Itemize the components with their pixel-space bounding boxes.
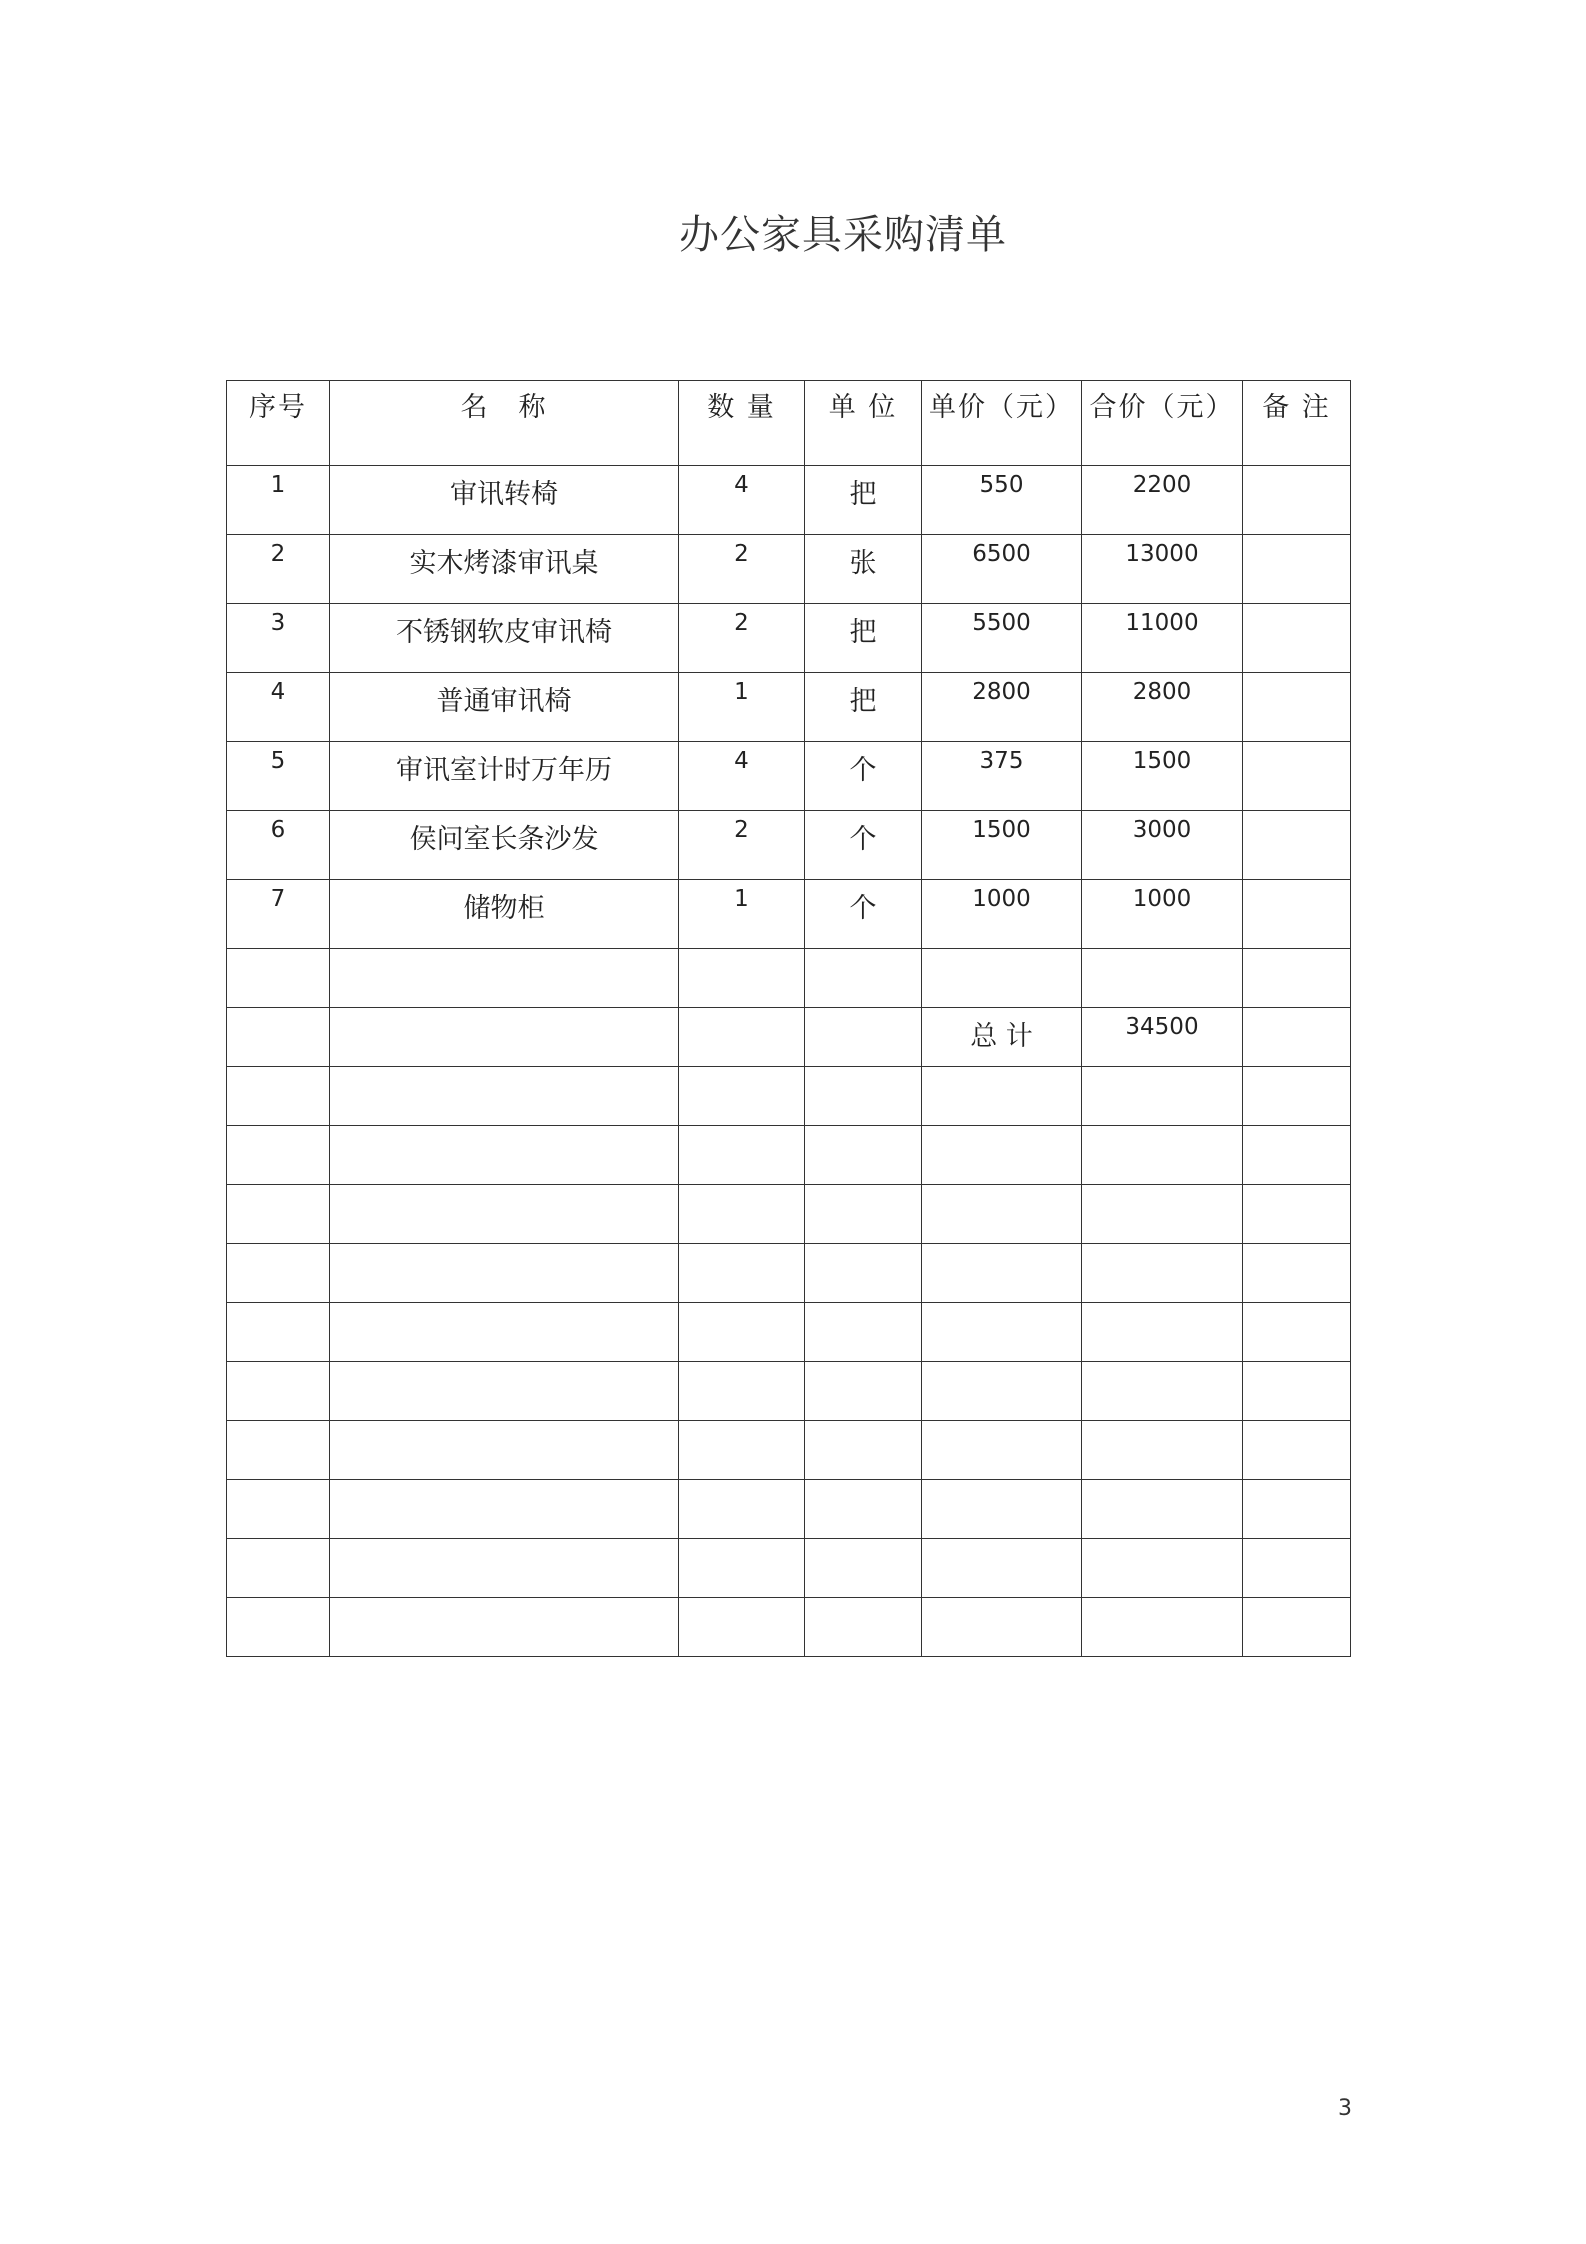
cell-index: 2 <box>227 535 330 604</box>
cell-quantity: 1 <box>679 673 805 742</box>
empty-row <box>227 1421 1351 1480</box>
empty-row <box>227 1362 1351 1421</box>
cell-total-price: 2200 <box>1082 466 1243 535</box>
header-quantity: 数 量 <box>679 381 805 466</box>
cell-unit: 张 <box>805 535 922 604</box>
empty-row <box>227 1126 1351 1185</box>
table-header-row <box>227 381 1351 466</box>
cell-note <box>1243 466 1351 535</box>
cell-unit: 个 <box>805 880 922 949</box>
empty-row <box>227 1598 1351 1657</box>
table-row <box>227 535 1351 604</box>
cell-unit-price: 550 <box>922 466 1082 535</box>
cell-index: 7 <box>227 880 330 949</box>
header-index: 序号 <box>227 381 330 466</box>
cell-total-price: 13000 <box>1082 535 1243 604</box>
cell-quantity: 2 <box>679 604 805 673</box>
header-note: 备 注 <box>1243 381 1351 466</box>
cell-unit: 把 <box>805 604 922 673</box>
cell-unit: 个 <box>805 742 922 811</box>
cell-unit-price: 2800 <box>922 673 1082 742</box>
cell-unit-price: 5500 <box>922 604 1082 673</box>
empty-row <box>227 1185 1351 1244</box>
total-value: 34500 <box>1082 1008 1243 1067</box>
cell-name: 侯问室长条沙发 <box>330 811 679 880</box>
cell-unit-price: 1500 <box>922 811 1082 880</box>
cell-name: 储物柜 <box>330 880 679 949</box>
cell-note <box>1243 880 1351 949</box>
cell-note <box>1243 742 1351 811</box>
empty-row <box>227 1480 1351 1539</box>
cell-index: 4 <box>227 673 330 742</box>
cell-name: 普通审讯椅 <box>330 673 679 742</box>
cell-name: 审讯室计时万年历 <box>330 742 679 811</box>
cell-total-price: 1000 <box>1082 880 1243 949</box>
empty-row <box>227 949 1351 1008</box>
cell-total-price: 1500 <box>1082 742 1243 811</box>
cell-quantity: 2 <box>679 811 805 880</box>
cell-index: 3 <box>227 604 330 673</box>
cell-unit: 个 <box>805 811 922 880</box>
purchase-table <box>226 380 1351 1657</box>
cell-unit-price: 375 <box>922 742 1082 811</box>
header-total-price: 合价（元） <box>1082 381 1243 466</box>
cell-note <box>1243 673 1351 742</box>
page-number: 3 <box>1338 2096 1352 2121</box>
cell-quantity: 4 <box>679 466 805 535</box>
cell-quantity: 1 <box>679 880 805 949</box>
cell-name: 审讯转椅 <box>330 466 679 535</box>
cell-quantity: 2 <box>679 535 805 604</box>
empty-row <box>227 1244 1351 1303</box>
cell-note <box>1243 535 1351 604</box>
cell-total-price: 3000 <box>1082 811 1243 880</box>
cell-unit-price: 1000 <box>922 880 1082 949</box>
cell-total-price: 11000 <box>1082 604 1243 673</box>
cell-note <box>1243 811 1351 880</box>
table-row <box>227 811 1351 880</box>
header-unit: 单 位 <box>805 381 922 466</box>
cell-name: 不锈钢软皮审讯椅 <box>330 604 679 673</box>
table-row <box>227 880 1351 949</box>
cell-unit: 把 <box>805 673 922 742</box>
cell-name: 实木烤漆审讯桌 <box>330 535 679 604</box>
empty-row <box>227 1067 1351 1126</box>
total-row <box>227 1008 1351 1067</box>
document-title: 办公家具采购清单 <box>679 212 1007 258</box>
cell-note <box>1243 604 1351 673</box>
cell-quantity: 4 <box>679 742 805 811</box>
table-row <box>227 466 1351 535</box>
empty-row <box>227 1303 1351 1362</box>
header-name: 名 称 <box>330 381 679 466</box>
total-label: 总 计 <box>922 1008 1082 1067</box>
table-row <box>227 604 1351 673</box>
empty-row <box>227 1539 1351 1598</box>
cell-index: 5 <box>227 742 330 811</box>
cell-unit: 把 <box>805 466 922 535</box>
cell-index: 6 <box>227 811 330 880</box>
cell-index: 1 <box>227 466 330 535</box>
header-unit-price: 单价（元） <box>922 381 1082 466</box>
cell-unit-price: 6500 <box>922 535 1082 604</box>
cell-total-price: 2800 <box>1082 673 1243 742</box>
table-row <box>227 742 1351 811</box>
table-row <box>227 673 1351 742</box>
